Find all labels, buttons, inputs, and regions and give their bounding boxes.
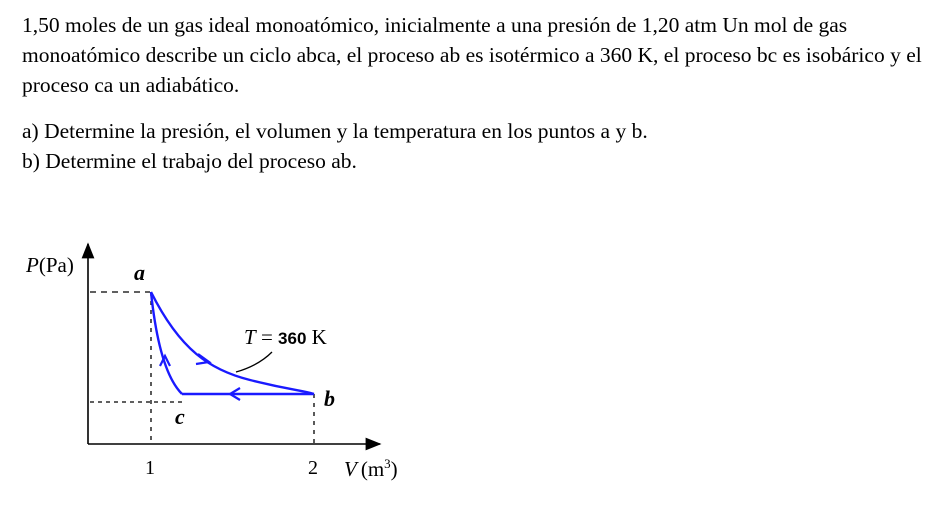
problem-statement	[22, 10, 922, 100]
point-c-label: c	[175, 404, 185, 429]
isotherm-value: 360	[278, 329, 307, 348]
question-a: a) Determine la presión, el volumen y la temperatura en los puntos a y b.	[22, 119, 648, 143]
question-b: b) Determine el trabajo del proceso ab.	[22, 149, 357, 173]
x-tick-2: 2	[308, 457, 318, 479]
isotherm-symbol: T	[244, 325, 256, 349]
adiabat-ca	[151, 292, 182, 394]
x-axis-unit-exp: 3	[384, 456, 391, 471]
x-axis-label	[344, 456, 398, 481]
isotherm-leader	[236, 352, 272, 372]
x-axis-unit: (m	[360, 457, 385, 481]
y-axis-unit: (Pa)	[38, 253, 74, 277]
point-a-label: a	[134, 260, 145, 285]
isotherm-label	[244, 325, 327, 349]
questions-list	[22, 116, 648, 176]
point-b-label: b	[324, 386, 335, 411]
x-tick-1: 1	[145, 457, 155, 479]
y-axis-label	[25, 253, 74, 277]
isotherm-unit: K	[306, 325, 327, 349]
x-axis-symbol: V	[344, 457, 357, 481]
pv-diagram	[0, 230, 440, 500]
isotherm-eq: =	[255, 325, 279, 349]
problem-text: 1,50 moles de un gas ideal monoatómico, inicialmente a una presión de 1,20 atm Un mol de gas monoatómico describe un ciclo abca, el proceso ab es isotérmico a 360 K, el proceso bc es isobárico y el proceso ca un adiabático.	[22, 13, 922, 97]
x-axis-unit-close: )	[390, 457, 398, 481]
y-axis-symbol: P	[26, 253, 39, 277]
